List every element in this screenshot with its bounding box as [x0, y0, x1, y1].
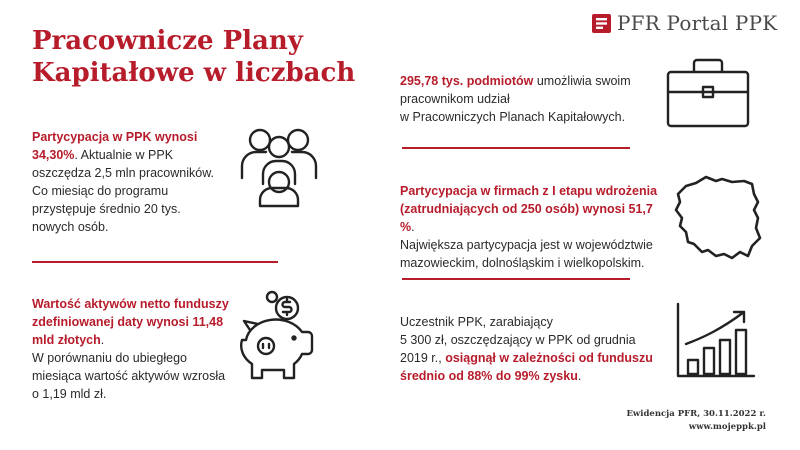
assets-text-0: .: [100, 333, 105, 347]
pfr-logo-icon: [592, 14, 611, 33]
footer-url[interactable]: www.mojeppk.pl: [688, 422, 766, 432]
participant-stat: [400, 313, 670, 385]
participation-highlight-2: 34,30%: [32, 148, 75, 162]
participant-text-3a: 2019 r.,: [400, 351, 446, 365]
first-stage-text-1: Największa partycypacja jest w województwie: [400, 238, 653, 252]
participation-text-2: oszczędza 2,5 mln pracowników.: [32, 166, 215, 180]
participant-highlight-3: średnio od 88% do 99% zysku: [400, 369, 578, 383]
entities-text-1: umożliwia swoim: [533, 74, 631, 88]
assets-stat: [32, 295, 247, 403]
assets-text-2: miesiąca wartość aktywów wzrosła: [32, 369, 226, 383]
first-stage-text-2: mazowieckim, dolnośląskim i wielkopolskim.: [400, 256, 645, 270]
briefcase-icon: [664, 58, 752, 130]
participant-text-1: Uczestnik PPK, zarabiający: [400, 315, 553, 329]
participation-text-3: Co miesiąc do programu: [32, 184, 169, 198]
brand-logo: [592, 11, 777, 35]
right-divider-2: [402, 278, 630, 280]
participant-highlight-2: w zależności od funduszu: [495, 351, 653, 365]
participation-highlight-1: Partycypacja w PPK wynosi: [32, 130, 198, 144]
entities-text-2: pracownikom udział: [400, 92, 510, 106]
entities-text-3: w Pracowniczych Planach Kapitałowych.: [400, 110, 626, 124]
growth-chart-icon: [672, 300, 758, 382]
people-group-icon: [236, 126, 322, 208]
first-stage-highlight-end: .: [411, 220, 415, 234]
title-line-1: Pracownicze Plany: [32, 26, 303, 56]
assets-highlight-1: Wartość aktywów netto funduszy: [32, 297, 229, 311]
first-stage-highlight-2: (zatrudniających od 250 osób) wynosi 51,7 %: [400, 202, 653, 234]
entities-highlight-1: 295,78 tys. podmiotów: [400, 74, 534, 88]
assets-text-1: W porównaniu do ubiegłego: [32, 351, 187, 365]
participant-text-4: .: [577, 369, 582, 383]
assets-highlight-3: mld złotych: [32, 333, 101, 347]
footer-source: Ewidencja PFR, 30.11.2022 r.: [626, 409, 766, 419]
title-line-2: Kapitałowe w liczbach: [32, 58, 356, 88]
poland-map-icon: [672, 172, 764, 264]
entities-stat: [400, 72, 670, 126]
page-title: [32, 25, 372, 89]
right-divider-1: [402, 147, 630, 149]
left-divider: [32, 261, 278, 263]
participation-text-1: . Aktualnie w PPK: [74, 148, 174, 162]
piggy-bank-icon: [236, 290, 322, 390]
footer: [626, 408, 766, 434]
first-stage-highlight-1: Partycypacja w firmach z I etapu wdrożenia: [400, 184, 658, 198]
participation-text-5: nowych osób.: [32, 220, 109, 234]
participant-text-2: 5 300 zł, oszczędzający w PPK od grudnia: [400, 333, 636, 347]
logo-text: PFR Portal PPK: [617, 11, 778, 35]
assets-text-3: o 1,19 mld zł.: [32, 387, 107, 401]
first-stage-stat: [400, 182, 670, 272]
participation-text-4: przystępuje średnio 20 tys.: [32, 202, 181, 216]
participant-highlight-1: osiągnął: [445, 351, 496, 365]
assets-highlight-2: zdefiniowanej daty wynosi 11,48: [32, 315, 224, 329]
participation-stat: [32, 128, 242, 236]
